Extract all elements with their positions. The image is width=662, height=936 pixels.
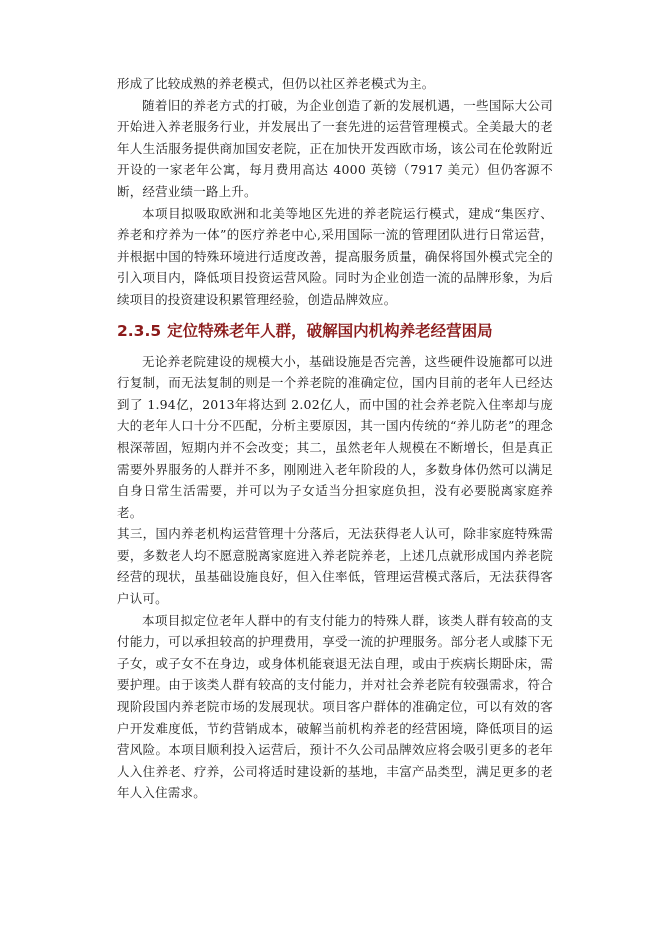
page-content xyxy=(117,73,553,804)
paragraph: 随着旧的养老方式的打破，为企业创造了新的发展机遇，一些国际大公司开始进入养老服务行业，并发展出了一套先进的运营管理模式。全美最大的老年人生活服务提供商加国安老院，正在加快开发西欧市场，该公司在伦敦附近开设的一家老年公寓，每月费用高达 4000 英镑（7917 美元）但仍客源不断，经营业绩一路上升。 xyxy=(117,97,553,199)
section-number: 2.3.5 xyxy=(117,321,162,340)
paragraph: 无论养老院建设的规模大小，基础设施是否完善，这些硬件设施都可以进行复制，而无法复制的则是一个养老院的准确定位，国内目前的老年人已经达到了 1.94亿，2013年将达到 2.02亿人，而中国的社会养老院入住率却与庞大的老年人口十分不匹配，分析主要原因，其一国内传统的“养儿防老”的理念根深蒂固，短期内并不会改变；其二，虽然老年人规模在不断增长，但是真正需要外界服务的人群并不多，刚刚进入老年阶段的人，多数身体仍然可以满足自身日常生活需要，并可以为子女适当分担家庭负担，没有必要脱离家庭养老。 xyxy=(117,353,553,520)
paragraph: 本项目拟定位老年人群中的有支付能力的特殊人群，该类人群有较高的支付能力，可以承担较高的护理费用，享受一流的护理服务。部分老人或膝下无子女，或子女不在身边，或身体机能衰退无法自理，或由于疾病长期卧床，需要护理。由于该类人群有较高的支付能力，并对社会养老院有较强需求，符合现阶段国内养老院市场的发展现状。项目客户群体的准确定位，可以有效的客户开发难度低，节约营销成本，破解当前机构养老的经营困境，降低项目的运营风险。本项目顺利投入运营后，预计不久公司品牌效应将会吸引更多的老年人入住养老、疗养，公司将适时建设新的基地，丰富产品类型，满足更多的老年人入住需求。 xyxy=(117,612,553,801)
section-heading xyxy=(117,318,553,344)
section-title: 定位特殊老年人群，破解国内机构养老经营困局 xyxy=(167,321,493,340)
paragraph: 本项目拟吸取欧洲和北美等地区先进的养老院运行模式，建成“集医疗、养老和疗养为一体”的医疗养老中心,采用国际一流的管理团队进行日常运营，并根据中国的特殊环境进行适度改善，提高服务质量，确保将国外模式完全的引入项目内，降低项目投资运营风险。同时为企业创造一流的品牌形象，为后续项目的投资建设积累管理经验，创造品牌效应。 xyxy=(117,205,553,307)
paragraph: 其三，国内养老机构运营管理十分落后，无法获得老人认可，除非家庭特殊需要，多数老人均不愿意脱离家庭进入养老院养老，上述几点就形成国内养老院经营的现状，虽基础设施良好，但入住率低，管理运营模式落后，无法获得客户认可。 xyxy=(117,526,553,607)
paragraph: 形成了比较成熟的养老模式，但仍以社区养老模式为主。 xyxy=(117,76,435,91)
